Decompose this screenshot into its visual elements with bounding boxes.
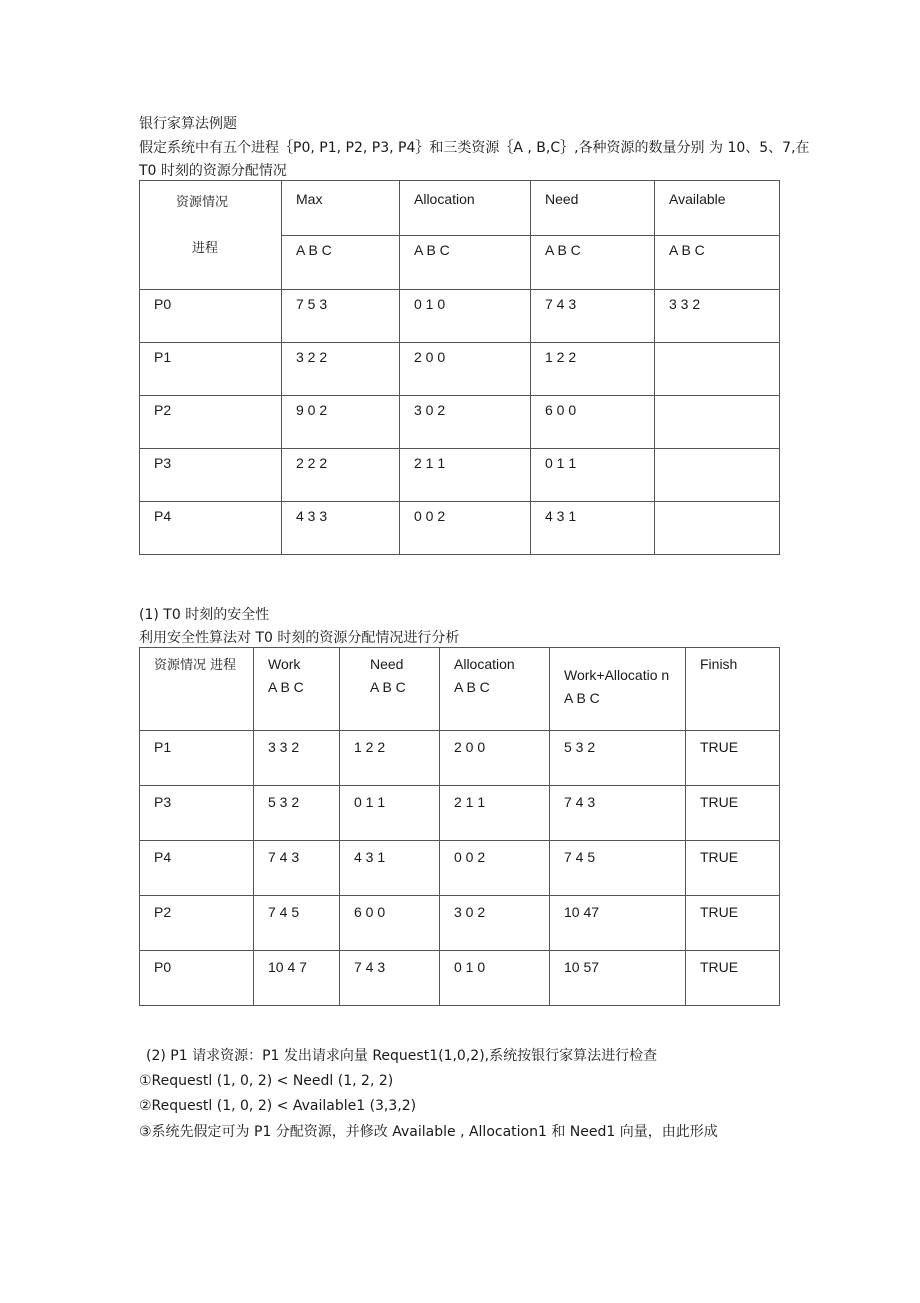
process-cell: P4 (140, 502, 282, 555)
doc-title: 银行家算法例题 (139, 116, 237, 132)
header-finish: Finish (686, 648, 780, 731)
allocation-table-corner (140, 181, 282, 290)
table-row (140, 896, 780, 951)
table-row (140, 290, 780, 343)
available-cell (655, 449, 780, 502)
allocation-table (139, 180, 780, 555)
allocation-cell: 3 0 2 (440, 896, 550, 951)
check-1: ①Requestl (1, 0, 2) < Needl (1, 2, 2) (139, 1073, 394, 1089)
header-work: Work A B C (254, 648, 340, 731)
allocation-cell: 0 1 0 (440, 951, 550, 1006)
table-row (140, 786, 780, 841)
available-cell (655, 502, 780, 555)
work-plus-allocation-cell: 7 4 3 (550, 786, 686, 841)
allocation-cell: 2 0 0 (440, 731, 550, 786)
intro-line-1: 假定系统中有五个进程｛P0, P1, P2, P3, P4｝和三类资源｛A , B,C｝,各种资源的数量分别 为 10、5、7,在 (139, 140, 810, 156)
section-1-title: (1) T0 时刻的安全性 (139, 607, 270, 623)
header-allocation: Allocation A B C (440, 648, 550, 731)
table-row (140, 731, 780, 786)
table-row (140, 841, 780, 896)
subheader-cell: A B C (531, 236, 655, 290)
allocation-cell: 2 1 1 (400, 449, 531, 502)
table-row (140, 951, 780, 1006)
need-cell: 0 1 1 (340, 786, 440, 841)
need-cell: 7 4 3 (340, 951, 440, 1006)
max-cell: 4 3 3 (282, 502, 400, 555)
need-cell: 4 3 1 (531, 502, 655, 555)
finish-cell: TRUE (686, 951, 780, 1006)
safety-table-corner: 资源情况 进程 (140, 648, 254, 731)
allocation-cell: 2 1 1 (440, 786, 550, 841)
allocation-table-header-row (140, 181, 780, 236)
header-max: Max (282, 181, 400, 236)
work-cell: 5 3 2 (254, 786, 340, 841)
available-cell (655, 343, 780, 396)
check-2: ②Requestl (1, 0, 2) < Available1 (3,3,2) (139, 1098, 417, 1114)
max-cell: 9 0 2 (282, 396, 400, 449)
process-cell: P1 (140, 731, 254, 786)
max-cell: 2 2 2 (282, 449, 400, 502)
allocation-cell: 0 0 2 (440, 841, 550, 896)
work-plus-allocation-cell: 10 57 (550, 951, 686, 1006)
process-cell: P2 (140, 896, 254, 951)
process-cell: P1 (140, 343, 282, 396)
process-cell: P0 (140, 951, 254, 1006)
finish-cell: TRUE (686, 786, 780, 841)
work-cell: 7 4 3 (254, 841, 340, 896)
process-cell: P0 (140, 290, 282, 343)
corner-bottom-label: 进程 (192, 241, 219, 256)
work-cell: 7 4 5 (254, 896, 340, 951)
section-2-line: (2) P1 请求资源：P1 发出请求向量 Request1(1,0,2),系统按银行家算法进行检查 (146, 1048, 658, 1064)
need-cell: 1 2 2 (340, 731, 440, 786)
allocation-cell: 0 1 0 (400, 290, 531, 343)
finish-cell: TRUE (686, 896, 780, 951)
table-row (140, 343, 780, 396)
work-plus-allocation-cell: 10 47 (550, 896, 686, 951)
table-row (140, 502, 780, 555)
allocation-cell: 0 0 2 (400, 502, 531, 555)
max-cell: 3 2 2 (282, 343, 400, 396)
process-cell: P3 (140, 449, 282, 502)
work-cell: 3 3 2 (254, 731, 340, 786)
process-cell: P2 (140, 396, 282, 449)
header-need: Need A B C (340, 648, 440, 731)
max-cell: 7 5 3 (282, 290, 400, 343)
subheader-cell: A B C (400, 236, 531, 290)
header-work-plus-allocation: Work+Allocatio n A B C (550, 648, 686, 731)
process-cell: P3 (140, 786, 254, 841)
allocation-cell: 2 0 0 (400, 343, 531, 396)
need-cell: 6 0 0 (340, 896, 440, 951)
header-allocation: Allocation (400, 181, 531, 236)
subheader-cell: A B C (655, 236, 780, 290)
work-plus-allocation-cell: 7 4 5 (550, 841, 686, 896)
allocation-cell: 3 0 2 (400, 396, 531, 449)
header-need: Need (531, 181, 655, 236)
intro-line-2: T0 时刻的资源分配情况 (139, 163, 287, 179)
available-cell (655, 396, 780, 449)
safety-table (139, 647, 780, 1006)
need-cell: 1 2 2 (531, 343, 655, 396)
need-cell: 7 4 3 (531, 290, 655, 343)
table-row (140, 396, 780, 449)
need-cell: 6 0 0 (531, 396, 655, 449)
need-cell: 0 1 1 (531, 449, 655, 502)
work-cell: 10 4 7 (254, 951, 340, 1006)
process-cell: P4 (140, 841, 254, 896)
finish-cell: TRUE (686, 731, 780, 786)
table-row (140, 449, 780, 502)
check-3: ③系统先假定可为 P1 分配资源，并修改 Available , Allocation1 和 Need1 向量，由此形成 (139, 1124, 718, 1140)
section-1-description: 利用安全性算法对 T0 时刻的资源分配情况进行分析 (139, 630, 460, 646)
available-cell: 3 3 2 (655, 290, 780, 343)
work-plus-allocation-cell: 5 3 2 (550, 731, 686, 786)
safety-table-header-row (140, 648, 780, 731)
corner-top-label: 资源情况 (176, 195, 229, 210)
need-cell: 4 3 1 (340, 841, 440, 896)
header-available: Available (655, 181, 780, 236)
subheader-cell: A B C (282, 236, 400, 290)
finish-cell: TRUE (686, 841, 780, 896)
